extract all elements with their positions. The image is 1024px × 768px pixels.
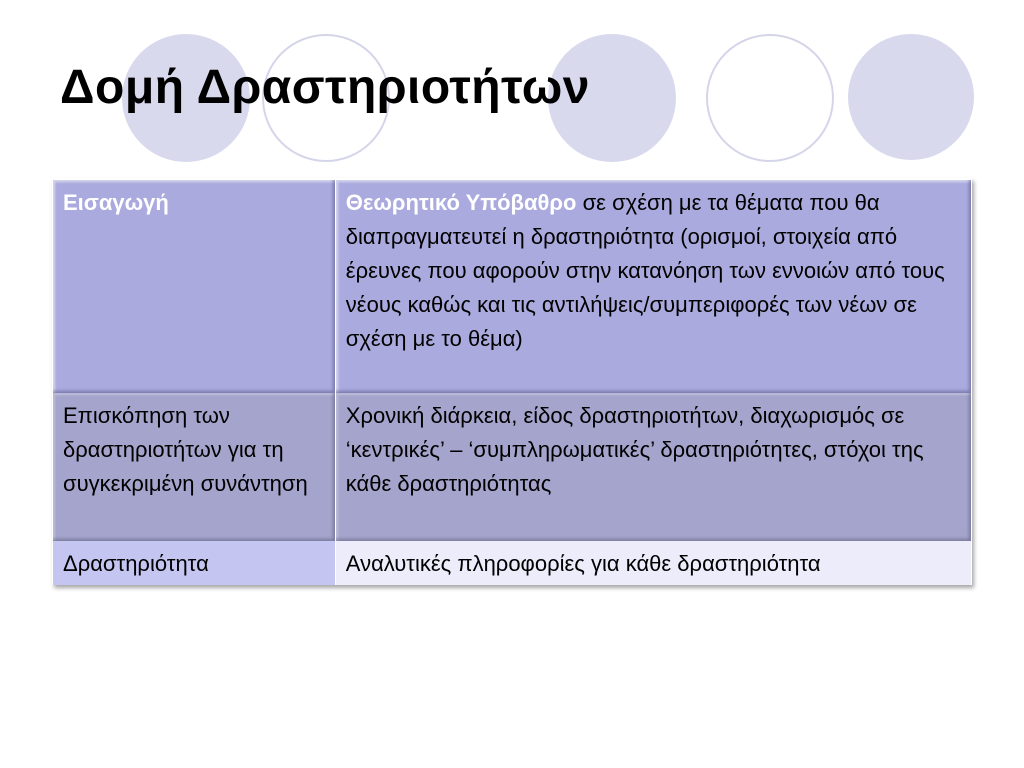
table-cell-label (53, 541, 336, 585)
content-text: σε σχέση με τα θέματα που θα διαπραγματευτεί η δραστηριότητα (ορισμοί, στοιχεία από έρευνες που αφορούν στην κατανόηση των εννοιών από τους νέους καθώς και τις αντιλήψεις/συμπεριφορές των νέων σε σχέση με το θέμα) (345, 190, 945, 351)
table-row (53, 393, 972, 541)
slide-title: Δομή Δραστηριοτήτων (60, 61, 590, 114)
content-text: Αναλυτικές πληροφορίες για κάθε δραστηριότητα (345, 551, 821, 576)
table-row (53, 179, 972, 393)
table-cell-label (53, 393, 336, 541)
content-highlight: Θεωρητικό Υπόβαθρο (345, 190, 577, 215)
table-cell-content (335, 179, 971, 393)
table-cell-content (335, 541, 971, 585)
table-cell-content (335, 393, 971, 541)
row-label: Δραστηριότητα (63, 551, 209, 576)
row-label: Επισκόπηση των δραστηριοτήτων για τη συγκεκριμένη συνάντηση (63, 403, 308, 496)
table-row (53, 541, 972, 585)
decor-circle-5 (848, 34, 974, 160)
row-label: Εισαγωγή (63, 190, 169, 215)
activity-structure-table (52, 178, 972, 585)
content-text: Χρονική διάρκεια, είδος δραστηριοτήτων, διαχωρισμός σε ‘κεντρικές’ – ‘συμπληρωματικές’ δραστηριότητες, στόχοι της κάθε δραστηριότητας (345, 403, 924, 496)
decor-circle-4 (706, 34, 834, 162)
table-cell-label (53, 179, 336, 393)
